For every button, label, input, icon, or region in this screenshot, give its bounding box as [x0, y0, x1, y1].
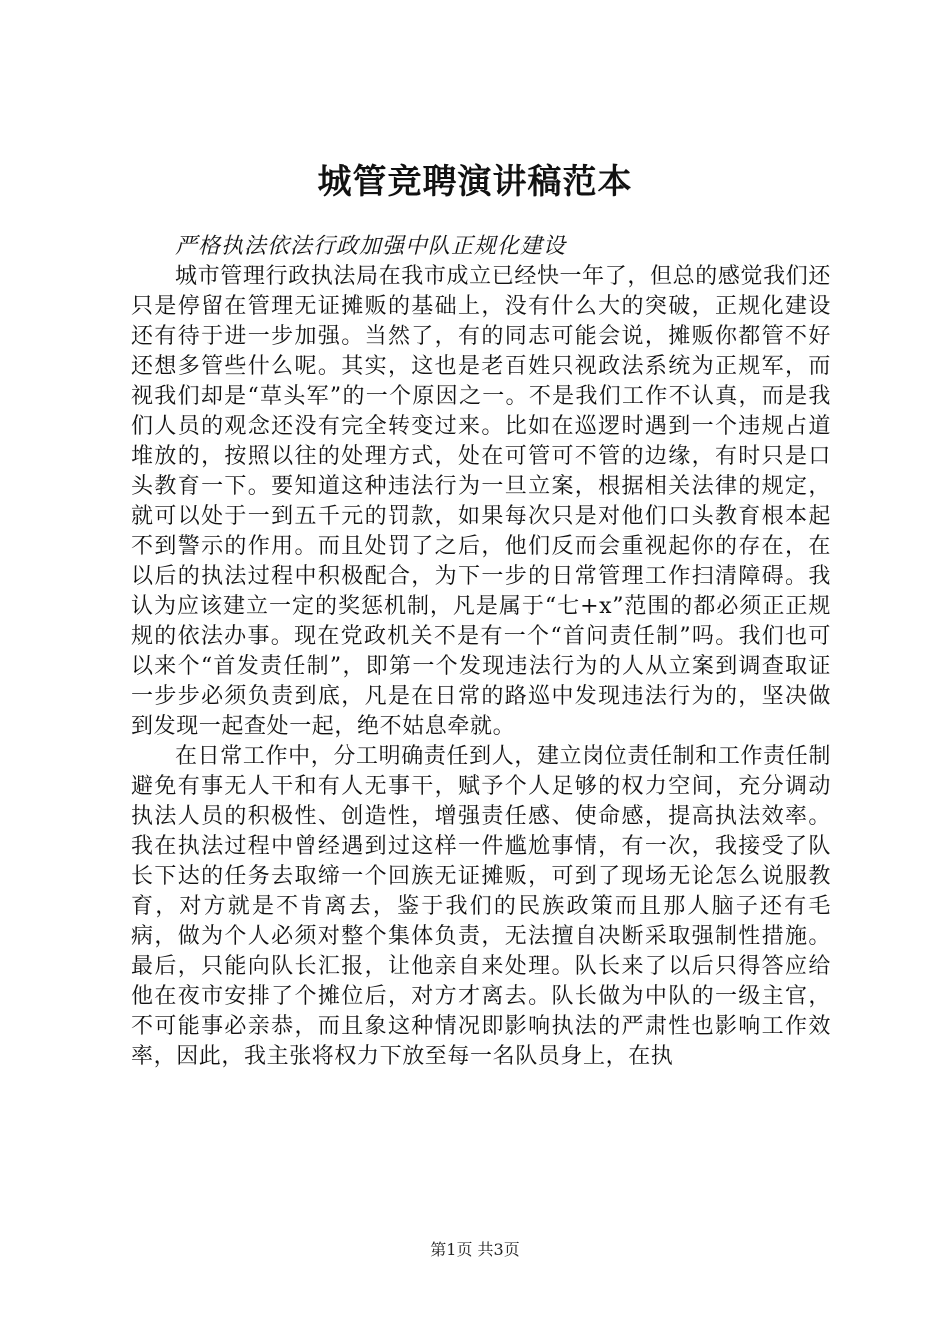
document-subtitle: 严格执法依法行政加强中队正规化建设: [175, 234, 567, 259]
paragraph-1: 城市管理行政执法局在我市成立已经快一年了，但总的感觉我们还只是停留在管理无证摊贩的基础上，没有什么大的突破，正规化建设还有待于进一步加强。当然了，有的同志可能会说，摊贩你都管不好还想多管些什么呢。其实，这也是老百姓只视政法系统为正规军，而视我们却是“草头军”的一个原因之一。不是我们工作不认真，而是我们人员的观念还没有完全转变过来。比如在巡逻时遇到一个违规占道堆放的，按照以往的处理方式，处在可管可不管的边缘，有时只是口头教育一下。要知道这种违法行为一旦立案，根据相关法律的规定，就可以处于一到五千元的罚款，如果每次只是对他们口头教育根本起不到警示的作用。而且处罚了之后，他们反而会重视起你的存在，在以后的执法过程中积极配合，为下一步的日常管理工作扫清障碍。我认为应该建立一定的奖惩机制，凡是属于“七+x”范围的都必须正正规规的依法办事。现在党政机关不是有一个“首问责任制”吗。我们也可以来个“首发责任制”，即第一个发现违法行为的人从立案到调查取证一步步必须负责到底，凡是在日常的路巡中发现违法行为的，坚决做到发现一起查处一起，绝不姑息牵就。: [131, 264, 831, 739]
paragraph-2: 在日常工作中，分工明确责任到人，建立岗位责任制和工作责任制避免有事无人干和有人无事干，赋予个人足够的权力空间，充分调动执法人员的积极性、创造性，增强责任感、使命感，提高执法效率。我在执法过程中曾经遇到过这样一件尴尬事情，有一次，我接受了队长下达的任务去取缔一个回族无证摊贩，可到了现场无论怎么说服教育，对方就是不肯离去，鉴于我们的民族政策而且那人脑子还有毛病，做为个人必须对整个集体负责，无法擅自决断采取强制性措施。最后，只能向队长汇报，让他亲自来处理。队长来了以后只得答应给他在夜市安排了个摊位后，对方才离去。队长做为中队的一级主官，不可能事必亲恭，而且象这种情况即影响执法的严肃性也影响工作效率，因此，我主张将权力下放至每一名队员身上，在执: [131, 744, 831, 1069]
page-footer: 第1页 共3页: [430, 1240, 520, 1259]
page-title: 城管竞聘演讲稿范本: [317, 162, 633, 202]
document-body: [131, 232, 831, 1072]
